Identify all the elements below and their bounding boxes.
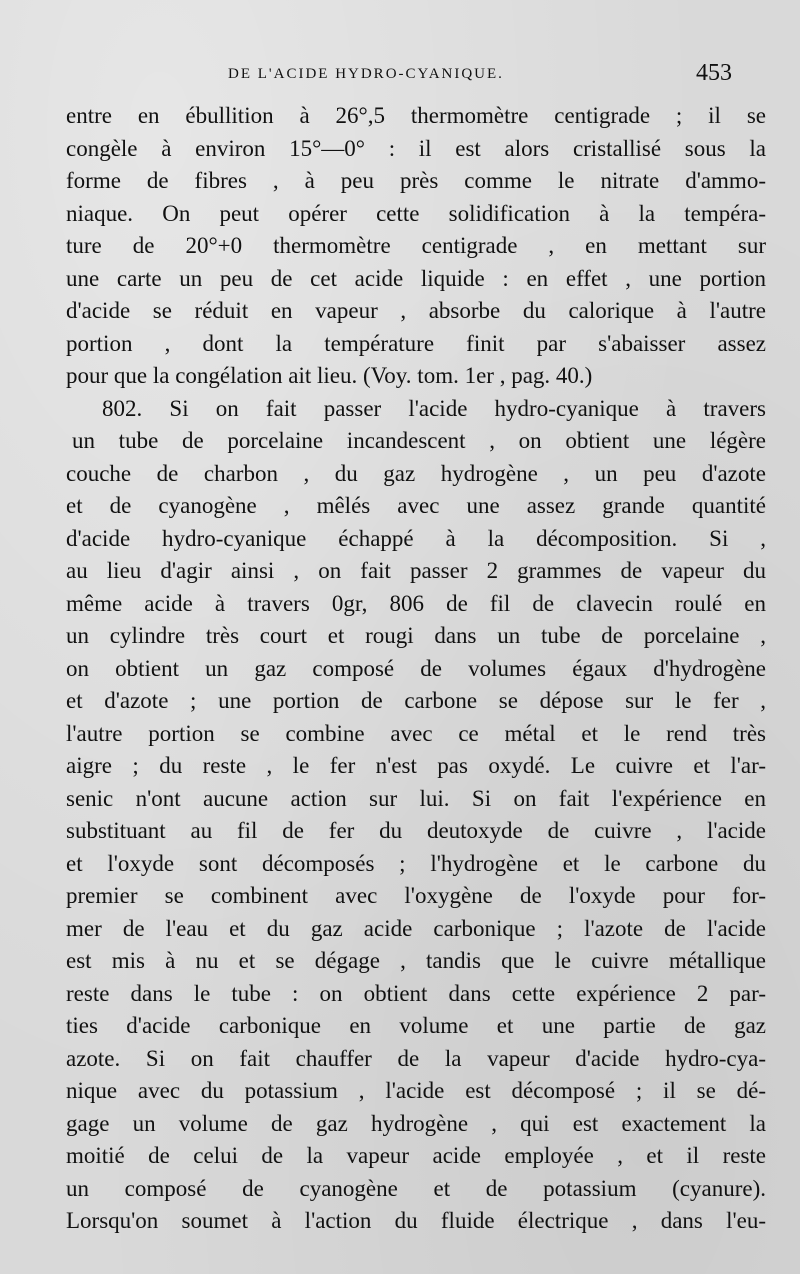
text-line: ture de 20°+0 thermomètre centigrade , en mettant sur (66, 233, 766, 258)
text-line: reste dans le tube : on obtient dans cette expérience 2 par- (66, 980, 766, 1006)
text-line: Lorsqu'on soumet à l'action du fluide électrique , dans l'eu- (66, 1208, 766, 1233)
text-line: et l'oxyde sont décomposés ; l'hydrogène et le carbone du (66, 850, 766, 876)
text-line: nique avec du potassium , l'acide est décomposé ; il se dé- (66, 1078, 766, 1103)
text-line: un tube de porcelaine incandescent , on obtient une légère (72, 428, 766, 453)
text-line: au lieu d'agir ainsi , on fait passer 2 grammes de vapeur du (66, 558, 766, 583)
text-line: on obtient un gaz composé de volumes égaux d'hydrogène (66, 655, 766, 681)
text-line: est mis à nu et se dégage , tandis que le cuivre métallique (66, 948, 766, 973)
text-line: premier se combinent avec l'oxygène de l'oxyde pour for- (66, 883, 766, 908)
text-line: ties d'acide carbonique en volume et une partie de gaz (66, 1013, 766, 1038)
page-number: 453 (696, 60, 732, 86)
text-line: couche de charbon , du gaz hydrogène , un peu d'azote (66, 460, 766, 486)
text-line: et de cyanogène , mêlés avec une assez grande quantité (66, 493, 766, 518)
text-line: forme de fibres , à peu près comme le nitrate d'ammo- (66, 168, 766, 193)
body-text (66, 100, 766, 1238)
paragraph-start-line: 802. Si on fait passer l'acide hydro-cyanique à travers (102, 395, 766, 421)
text-line: portion , dont la température finit par s'abaisser assez (66, 330, 766, 356)
text-line: l'autre portion se combine avec ce métal et le rend très (66, 720, 766, 746)
text-line: pour que la congélation ait lieu. (Voy. tom. 1er , pag. 40.) (66, 363, 593, 388)
text-line: moitié de celui de la vapeur acide employée , et il reste (66, 1143, 766, 1168)
text-line: substituant au fil de fer du deutoxyde de cuivre , l'acide (66, 818, 766, 843)
text-line: une carte un peu de cet acide liquide : en effet , une portion (66, 265, 766, 291)
text-line: même acide à travers 0gr, 806 de fil de clavecin roulé en (66, 590, 766, 616)
text-line: d'acide se réduit en vapeur , absorbe du calorique à l'autre (66, 298, 766, 323)
text-line: un composé de cyanogène et de potassium (cyanure). (66, 1175, 766, 1201)
text-line: azote. Si on fait chauffer de la vapeur d'acide hydro-cya- (66, 1045, 766, 1071)
text-line: mer de l'eau et du gaz acide carbonique ; l'azote de l'acide (66, 915, 766, 941)
text-line: gage un volume de gaz hydrogène , qui est exactement la (66, 1110, 766, 1136)
text-line: niaque. On peut opérer cette solidification à la tempéra- (66, 200, 766, 226)
text-line: entre en ébullition à 26°,5 thermomètre centigrade ; il se (66, 103, 766, 128)
text-line: et d'azote ; une portion de carbone se dépose sur le fer , (66, 688, 766, 713)
text-line: un cylindre très court et rougi dans un tube de porcelaine , (66, 623, 766, 648)
text-line: aigre ; du reste , le fer n'est pas oxydé. Le cuivre et l'ar- (66, 753, 766, 778)
text-line: d'acide hydro-cyanique échappé à la décomposition. Si , (66, 525, 766, 551)
text-line: senic n'ont aucune action sur lui. Si on fait l'expérience en (66, 785, 766, 811)
text-line: congèle à environ 15°—0° : il est alors cristallisé sous la (66, 135, 766, 161)
running-head: DE L'ACIDE HYDRO-CYANIQUE. (228, 66, 504, 82)
